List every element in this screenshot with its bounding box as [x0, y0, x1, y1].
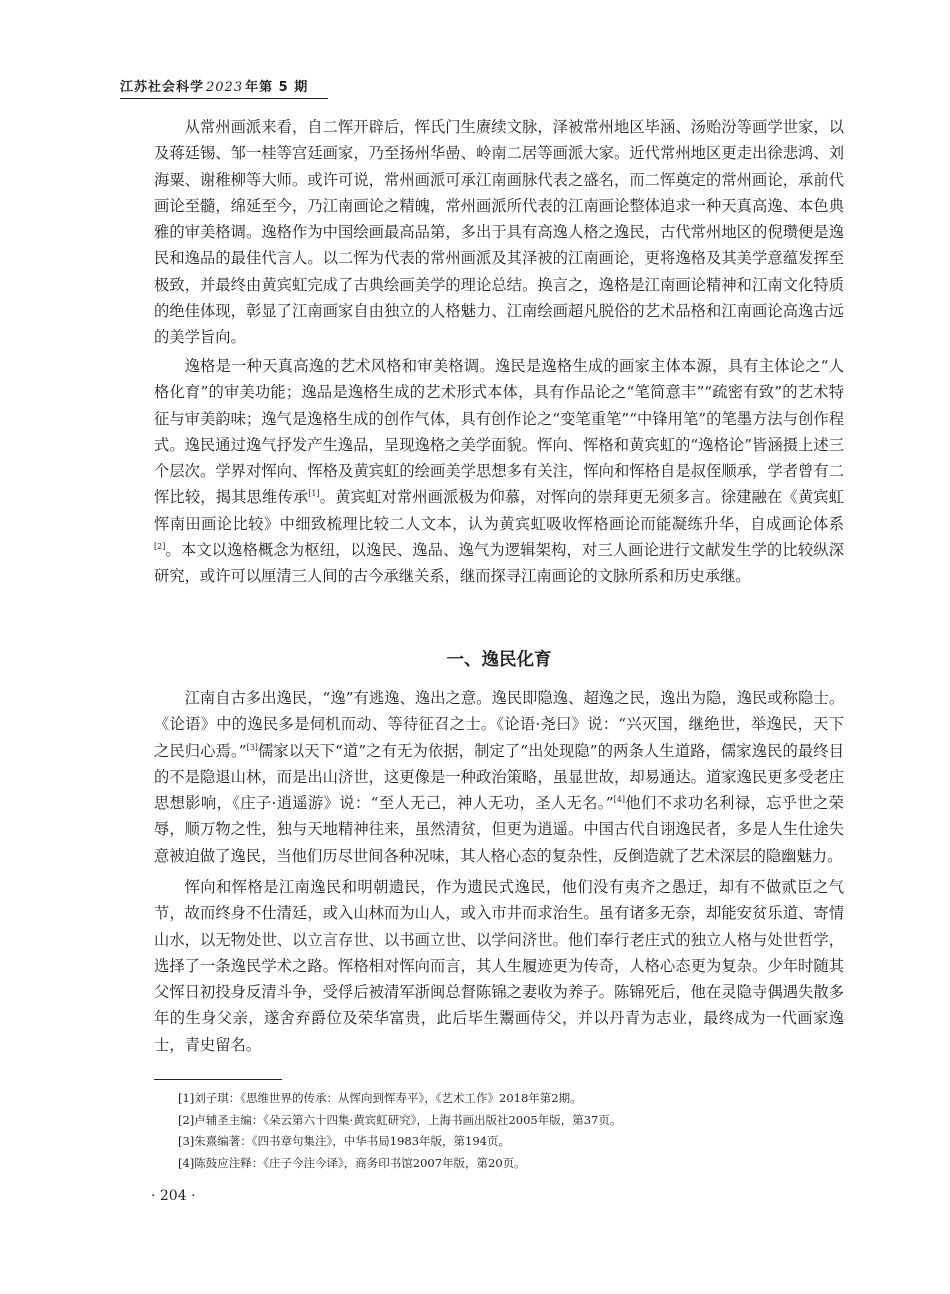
citation-mark: [4] — [613, 794, 625, 804]
section-heading: 一、逸民化育 — [446, 650, 552, 670]
body-paragraph: 恽向和恽格是江南逸民和明朝遗民，作为遗民式逸民，他们没有夷齐之愚迂，却有不做贰臣之气节，故而终身不仕清廷，或入山林而为山人，或入市井而求治生。虽有诸多无奈，却能安贫乐道、寄情山水，以无物处世、以立言存世、以书画立世、以学问济世。他们奉行老庄式的独立人格与处世哲学，选择了一条逸民学术之路。恽格相对恽向而言，其人生履迹更为传奇，人格心态更为复杂。少年时随其父恽日初投身反清斗争，受俘后被清军浙闽总督陈锦之妻收为养子。陈锦死后，他在灵隐寺偶遇失散多年的生身父亲，遂舍弃爵位及荣华富贵，此后毕生鬻画侍父，并以丹青为志业，最终成为一代画家逸士，青史留名。 — [154, 878, 844, 1054]
citation-mark: [2] — [154, 541, 166, 551]
body-paragraph — [154, 685, 844, 869]
running-header — [120, 76, 370, 95]
paragraph-text: 。黄宾虹对常州画派极为仰慕，对恽向的崇拜更无须多言。徐建融在《黄宾虹恽南田画论比较》中细致梳理比较二人文本，认为黄宾虹吸收恽格画论而能凝练升华，自成画论体系 — [154, 488, 844, 533]
paragraph-text: 江南自古多出逸民，“逸”有逃逸、逸出之意。逸民即隐逸、超逸之民，逸出为隐，逸民或称隐士。《论语》中的逸民多是伺机而动、等待征召之士。《论语·尧曰》说：“兴灭国，继绝世，举逸民，天下之民归心焉。” — [154, 689, 844, 760]
header-rule — [120, 98, 328, 99]
footnote: [1]刘子琪：《思维世界的传承：从恽向到恽寿平》，《艺术工作》2018年第2期。 — [178, 1091, 582, 1105]
body-paragraph: 从常州画派来看，自二恽开辟后，恽氏门生赓续文脉，泽被常州地区毕涵、汤贻汾等画学世家，以及蒋廷锡、邹一桂等宫廷画家，乃至扬州华喦、岭南二居等画派大家。近代常州地区更走出徐悲鸿、刘海粟、谢稚柳等大师。或许可说，常州画派可承江南画脉代表之盛名，而二恽奠定的常州画论，承前代画论至髓，绵延至今，乃江南画论之精魄，常州画派所代表的江南画论整体追求一种天真高逸、本色典雅的审美格调。逸格作为中国绘画最高品第，多出于具有高逸人格之逸民，古代常州地区的倪瓒便是逸民和逸品的最佳代言人。以二恽为代表的常州画派及其泽被的江南画论，更将逸格及其美学意蕴发挥至极致，并最终由黄宾虹完成了古典绘画美学的理论总结。换言之，逸格是江南画论精神和江南文化特质的绝佳体现，彰显了江南画家自由独立的人格魅力、江南绘画超凡脱俗的艺术品格和江南画论高逸古远的美学旨向。 — [154, 118, 844, 346]
page-number: · 204 · — [151, 1188, 196, 1204]
footnote-rule — [154, 1079, 282, 1080]
journal-name: 江苏社会科学 — [120, 80, 205, 95]
paragraph-text: 儒家以天下“道”之有无为依据，制定了“出处现隐”的两条人生道路，儒家逸民的最终目的不是隐退山林，而是出山济世，这更像是一种政治策略，虽显世故，却易通达。道家逸民更多受老庄思想影响，《庄子·逍遥游》说：“至人无己，神人无功，圣人无名。” — [154, 741, 844, 812]
journal-year: 2023 — [206, 80, 244, 95]
footnote: [3]朱熹编著：《四书章句集注》，中华书局1983年版，第194页。 — [178, 1134, 511, 1148]
citation-mark: [3] — [246, 742, 258, 752]
paragraph-text: 。本文以逸格概念为枢纽，以逸民、逸品、逸气为逻辑架构，对三人画论进行文献发生学的比较纵深研究，或许可以厘清三人间的古今承继关系，继而探寻江南画论的文脉所系和历史承继。 — [154, 540, 844, 585]
footnote: [4]陈鼓应注释：《庄子今注今译》，商务印书馆2007年版，第20页。 — [178, 1155, 526, 1170]
footnote: [2]卢辅圣主编：《朵云第六十四集·黄宾虹研究》，上海书画出版社2005年版，第37页。 — [178, 1112, 622, 1127]
journal-header — [120, 76, 370, 95]
journal-issue: 年第 5 期 — [245, 80, 309, 95]
paragraph-text: 逸格是一种天真高逸的艺术风格和审美格调。逸民是逸格生成的画家主体本源，具有主体论之“人格化育”的审美功能；逸品是逸格生成的艺术形式本体，具有作品论之“笔简意丰”“疏密有致”的艺术特征与审美韵味；逸气是逸格生成的创作气体，具有创作论之“变笔重笔”“中锋用笔”的笔墨方法与创作程式。逸民通过逸气抒发产生逸品，呈现逸格之美学面貌。恽向、恽格和黄宾虹的“逸格论”皆涵摄上述三个层次。学界对恽向、恽格及黄宾虹的绘画美学思想多有关注，恽向和恽格自是叔侄顺承，学者曾有二恽比较，揭其思维传承 — [154, 357, 844, 507]
footnotes — [178, 1088, 838, 1174]
paragraph-text: 他们不求功名利禄，忘乎世之荣辱，顺万物之性，独与天地精神往来，虽然清贫，但更为逍遥。中国古代自诩逸民者，多是人生仕途失意被迫做了逸民，当他们历尽世间各种况味，其人格心态的复杂性，反倒造就了艺术深层的隐幽魅力。 — [154, 794, 844, 865]
citation-mark: [1] — [308, 489, 320, 499]
body-paragraph — [154, 353, 844, 589]
